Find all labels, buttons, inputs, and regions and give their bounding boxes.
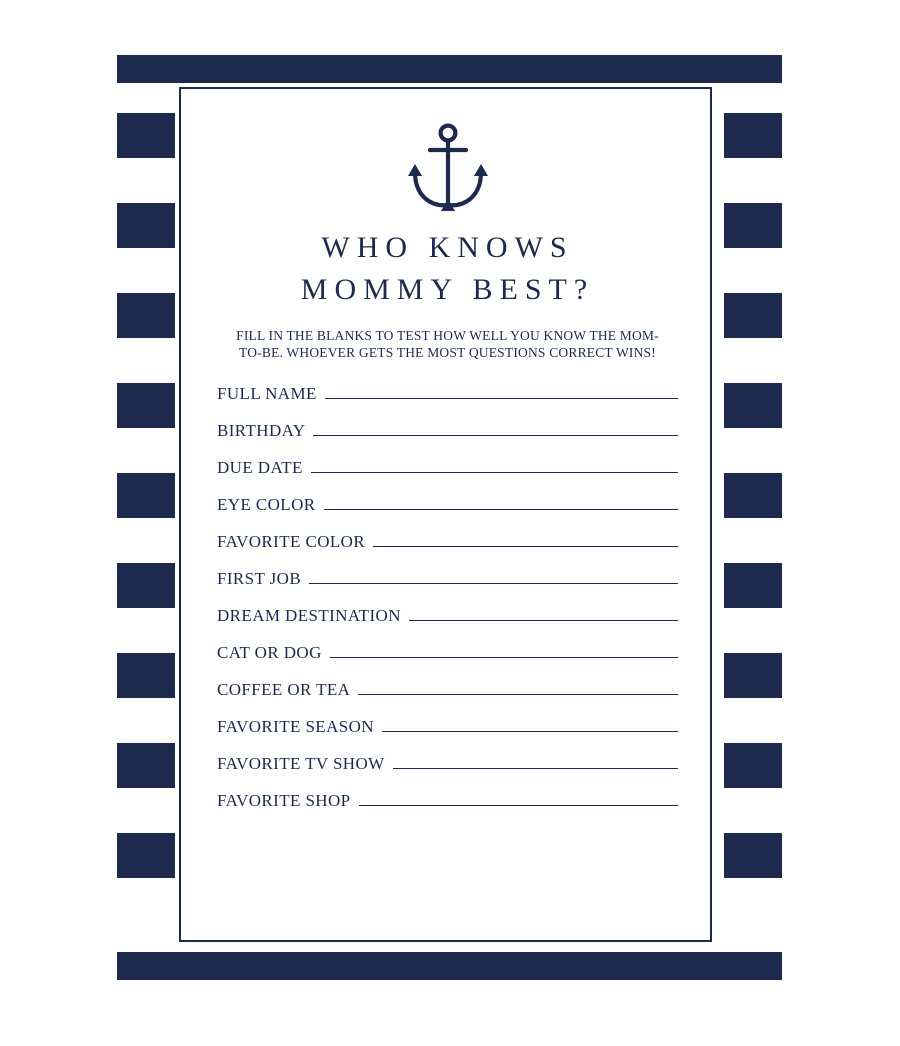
field-row [217, 791, 678, 811]
field-label-eye-color: EYE COLOR [217, 494, 316, 514]
stripe [117, 293, 175, 338]
field-label-first-job: FIRST JOB [217, 568, 302, 588]
field-row [217, 532, 678, 552]
stripe [117, 203, 175, 248]
field-row [217, 569, 678, 589]
stripe [724, 293, 782, 338]
field-row [217, 680, 678, 700]
field-row [217, 384, 678, 404]
page-title-line-2: MOMMY BEST? [300, 272, 595, 306]
fields-list [213, 384, 682, 811]
field-label-favorite-color: FAVORITE COLOR [217, 531, 366, 551]
field-label-due-date: DUE DATE [217, 457, 303, 477]
field-input-first-job[interactable] [309, 569, 678, 584]
field-input-full-name[interactable] [325, 384, 678, 399]
left-stripe-column [117, 55, 175, 980]
stripe [117, 653, 175, 698]
anchor-illustration [213, 123, 682, 220]
field-input-favorite-tv-show[interactable] [393, 754, 678, 769]
field-input-favorite-shop[interactable] [359, 791, 678, 806]
anchor-icon [405, 123, 491, 215]
stripe [724, 653, 782, 698]
stripe [117, 113, 175, 158]
field-input-eye-color[interactable] [324, 495, 678, 510]
bottom-navy-band [117, 952, 782, 980]
field-label-favorite-season: FAVORITE SEASON [217, 716, 374, 736]
field-input-favorite-season[interactable] [382, 717, 678, 732]
field-label-cat-or-dog: CAT OR DOG [217, 642, 322, 662]
field-input-birthday[interactable] [313, 421, 678, 436]
field-label-full-name: FULL NAME [217, 383, 317, 403]
field-row [217, 717, 678, 737]
stripe [117, 833, 175, 878]
field-row [217, 421, 678, 441]
field-label-birthday: BIRTHDAY [217, 420, 306, 440]
field-label-dream-destination: DREAM DESTINATION [217, 605, 401, 625]
field-input-cat-or-dog[interactable] [330, 643, 678, 658]
stripe [117, 383, 175, 428]
stripe [724, 113, 782, 158]
stripe [724, 563, 782, 608]
inner-border-frame [179, 87, 712, 942]
field-label-favorite-shop: FAVORITE SHOP [217, 790, 351, 810]
stripe [724, 383, 782, 428]
stripe [117, 743, 175, 788]
field-row [217, 754, 678, 774]
card-content [181, 89, 714, 944]
instructions-text: FILL IN THE BLANKS TO TEST HOW WELL YOU KNOW THE MOM-TO-BE. WHOEVER GETS THE MOST QUESTIONS CORRECT WINS! [236, 328, 659, 361]
stripe [117, 563, 175, 608]
field-row [217, 495, 678, 515]
right-stripe-column [724, 55, 782, 980]
field-row [217, 643, 678, 663]
field-label-favorite-tv-show: FAVORITE TV SHOW [217, 753, 385, 773]
field-input-favorite-color[interactable] [373, 532, 678, 547]
stripe [724, 743, 782, 788]
printable-card [117, 55, 782, 980]
stripe [724, 473, 782, 518]
field-row [217, 458, 678, 478]
field-row [217, 606, 678, 626]
field-input-due-date[interactable] [311, 458, 678, 473]
field-label-coffee-or-tea: COFFEE OR TEA [217, 679, 351, 699]
stripe [724, 203, 782, 248]
stripe [724, 833, 782, 878]
top-navy-band [117, 55, 782, 83]
field-input-coffee-or-tea[interactable] [358, 680, 678, 695]
stripe [117, 473, 175, 518]
page-title-line-1: WHO KNOWS [321, 231, 574, 264]
field-input-dream-destination[interactable] [409, 606, 678, 621]
